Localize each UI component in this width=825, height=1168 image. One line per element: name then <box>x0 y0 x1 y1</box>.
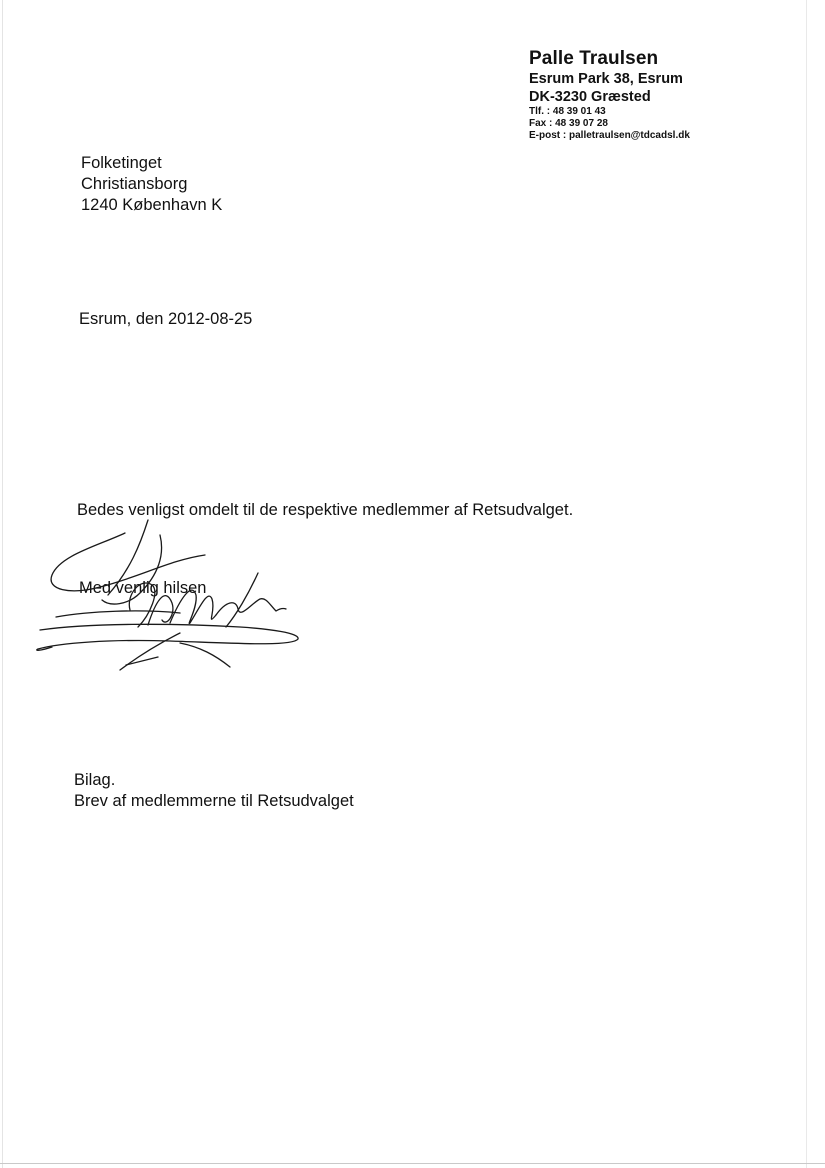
sender-address-city: DK-3230 Græsted <box>529 89 651 105</box>
date-line: Esrum, den 2012-08-25 <box>79 310 253 328</box>
recipient-line-2: Christiansborg <box>81 175 188 193</box>
letterhead <box>529 48 809 142</box>
scan-edge-bottom <box>0 1163 825 1164</box>
sender-phone: Tlf. : 48 39 01 43 <box>529 106 606 117</box>
letter-body: Bedes venligst omdelt til de respektive medlemmer af Retsudvalget. <box>77 501 574 519</box>
attachments-item: Brev af medlemmerne til Retsudvalget <box>74 792 354 810</box>
recipient-address <box>81 153 222 216</box>
scan-edge-right <box>806 0 807 1168</box>
attachments <box>74 770 354 812</box>
handwritten-signature-icon <box>30 515 320 690</box>
scan-edge-left <box>2 0 3 1168</box>
closing-greeting: Med venlig hilsen <box>79 579 207 597</box>
sender-name: Palle Traulsen <box>529 48 659 69</box>
sender-email: E-post : palletraulsen@tdcadsl.dk <box>529 130 690 141</box>
attachments-heading: Bilag. <box>74 771 116 789</box>
sender-fax: Fax : 48 39 07 28 <box>529 118 608 129</box>
sender-address-street: Esrum Park 38, Esrum <box>529 71 683 87</box>
recipient-line-3: 1240 København K <box>81 196 223 214</box>
recipient-line-1: Folketinget <box>81 154 162 172</box>
